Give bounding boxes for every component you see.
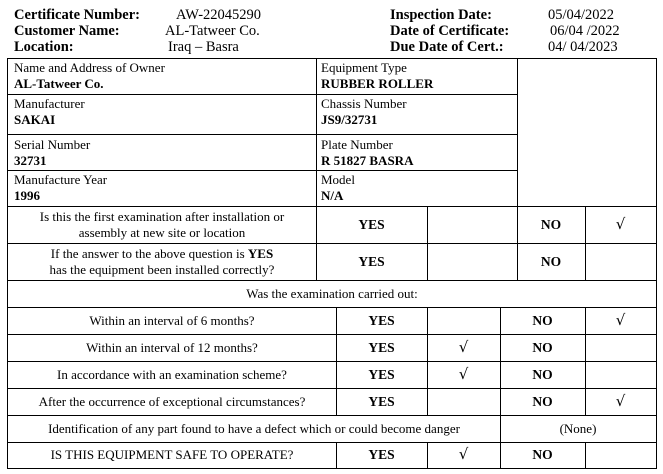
installed-correctly-line1 [8,246,316,262]
inspection-date-label: Inspection Date: [390,7,492,23]
q2-no-label: NO [540,254,562,269]
cert-number-value: AW-22045290 [176,7,262,23]
q1-yes-label: YES [358,217,385,232]
serial-label: Serial Number [14,137,91,152]
manufacturer-label: Manufacturer [14,96,85,111]
location-label: Location: [14,39,74,55]
examination-scheme-question: In accordance with an examination scheme? [57,367,287,382]
customer-value: AL-Tatweer Co. [165,23,260,39]
first-examination-line1: Is this the first examination after installation or [39,209,285,224]
exceptional-circumstances-yes-label: YES [368,394,395,409]
owner-value: AL-Tatweer Co. [14,76,104,91]
safe-to-operate-question: IS THIS EQUIPMENT SAFE TO OPERATE? [50,447,294,462]
manufacturer-value: SAKAI [14,112,56,127]
examination-carried-out-title: Was the examination carried out: [246,286,418,301]
interval-6-months-question: Within an interval of 6 months? [89,313,255,328]
examination-scheme-no-label: NO [532,367,553,382]
exceptional-circumstances-no-check-icon: √ [615,392,626,410]
due-date-label: Due Date of Cert.: [390,39,504,55]
q1-no-check-icon: √ [615,215,626,233]
installed-correctly-question [8,246,316,278]
interval-6-months-no-label: NO [532,313,553,328]
first-examination-line2: assembly at new site or location [78,225,246,240]
safe-to-operate-yes-label: YES [368,447,395,462]
cert-number-label: Certificate Number: [14,7,141,23]
certificate-date-value: 06/04 /2022 [550,23,620,39]
equipment-type-value: RUBBER ROLLER [321,76,434,91]
manufacture-year-value: 1996 [14,188,40,203]
plate-label: Plate Number [321,137,393,152]
defect-identification-question: Identification of any part found to have a defect which or could become danger [48,421,460,436]
examination-scheme-yes-check-icon: √ [458,365,469,383]
q2-yes-label: YES [358,254,385,269]
chassis-value: JS9/32731 [321,112,378,127]
interval-12-months-yes-check-icon: √ [458,338,469,356]
inspection-date-value: 05/04/2022 [548,7,615,23]
due-date-value: 04/ 04/2023 [548,39,618,55]
first-examination-question [8,209,316,241]
interval-12-months-no-label: NO [532,340,553,355]
equipment-type-label: Equipment Type [321,60,407,75]
installed-correctly-yes-emphasis: YES [247,246,274,261]
manufacture-year-label: Manufacture Year [14,172,108,187]
plate-value: R 51827 BASRA [321,153,414,168]
installed-correctly-prefix: If the answer to the above question is [50,246,248,261]
exceptional-circumstances-no-label: NO [532,394,553,409]
interval-6-months-no-check-icon: √ [615,311,626,329]
examination-scheme-yes-label: YES [368,367,395,382]
certificate-date-label: Date of Certificate: [390,23,510,39]
interval-12-months-question: Within an interval of 12 months? [86,340,258,355]
exceptional-circumstances-question: After the occurrence of exceptional circumstances? [38,394,306,409]
q1-no-label: NO [540,217,562,232]
chassis-label: Chassis Number [321,96,407,111]
installed-correctly-line2: has the equipment been installed correctly? [49,262,275,277]
interval-6-months-yes-label: YES [368,313,395,328]
interval-12-months-yes-label: YES [368,340,395,355]
model-label: Model [321,172,355,187]
defect-identification-answer: (None) [559,421,597,436]
customer-label: Customer Name: [14,23,120,39]
serial-value: 32731 [14,153,47,168]
safe-to-operate-no-label: NO [532,447,553,462]
model-value: N/A [321,188,344,203]
location-value: Iraq – Basra [168,39,239,55]
owner-label: Name and Address of Owner [14,60,165,75]
safe-to-operate-yes-check-icon: √ [458,445,469,463]
